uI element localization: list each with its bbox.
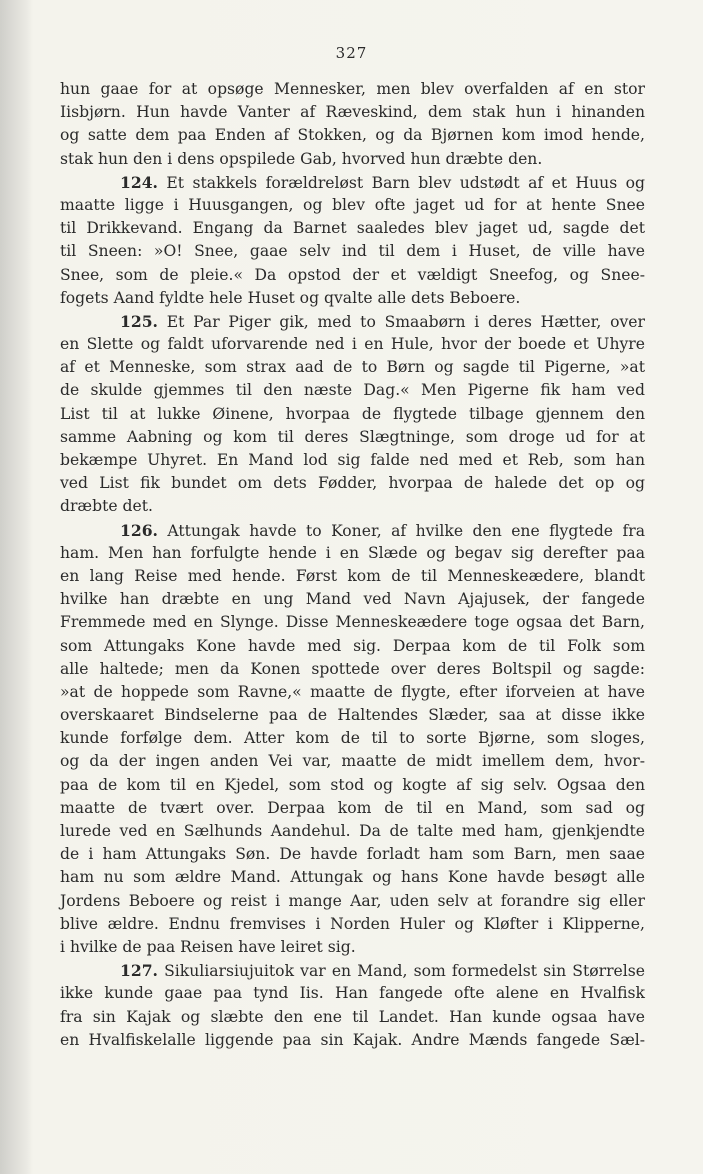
text-line xyxy=(60,658,645,681)
paragraph-number: 127. xyxy=(120,961,158,981)
paragraph-start-line xyxy=(60,310,645,333)
line-text: maatte ligge i Huusgangen, og blev ofte jaget ud for at hente Snee xyxy=(60,195,645,214)
text-line xyxy=(60,704,645,727)
text-line xyxy=(60,78,645,101)
paragraph-start-line xyxy=(60,171,645,194)
text-line xyxy=(60,194,645,217)
line-text: ham nu som ældre Mand. Attungak og hans Kone havde besøgt alle xyxy=(60,868,645,887)
line-text: som Attungaks Kone havde med sig. Derpaa kom de til Folk som xyxy=(60,636,645,655)
text-line xyxy=(60,727,645,750)
text-line xyxy=(60,635,645,658)
paragraph-number: 126. xyxy=(120,520,158,540)
text-line xyxy=(60,1029,645,1052)
text-line xyxy=(60,611,645,634)
text-line xyxy=(60,820,645,843)
line-text: hvilke han dræbte en ung Mand ved Navn Ajajusek, der fangede xyxy=(60,590,645,609)
line-text: af et Menneske, som strax aad de to Børn og sagde til Pigerne, »at xyxy=(60,358,645,377)
text-line xyxy=(60,681,645,704)
line-text: til Drikkevand. Engang da Barnet saaledes blev jaget ud, sagde det xyxy=(60,219,645,238)
line-text: samme Aabning og kom til deres Slægtninge, som droge ud for at xyxy=(60,427,645,446)
paragraph-number: 124. xyxy=(120,172,158,192)
text-line xyxy=(60,843,645,866)
text-line xyxy=(60,866,645,889)
page-binding-shadow xyxy=(0,0,32,1174)
line-text: »at de hoppede som Ravne,« maatte de flygte, efter iforveien at have xyxy=(60,682,645,701)
text-line xyxy=(60,890,645,913)
line-text: de skulde gjemmes til den næste Dag.« Men Pigerne fik ham ved xyxy=(60,381,645,400)
page-number: 327 xyxy=(335,44,368,62)
text-line xyxy=(60,426,645,449)
line-text: Jordens Beboere og reist i mange Aar, uden selv at forandre sig eller xyxy=(60,891,645,910)
line-text: kunde forfølge dem. Atter kom de til to sorte Bjørne, som sloges, xyxy=(60,729,645,748)
text-line xyxy=(60,264,645,287)
line-text: Et stakkels forældreløst Barn blev udstødt af et Huus og xyxy=(166,173,645,192)
line-text: de i ham Attungaks Søn. De havde forladt ham som Barn, men saae xyxy=(60,845,645,864)
text-line xyxy=(60,287,645,310)
line-text: hun gaae for at opsøge Mennesker, men blev overfalden af en stor xyxy=(60,80,645,98)
line-text: bekæmpe Uhyret. En Mand lod sig falde ned med et Reb, som han xyxy=(60,451,645,469)
line-text: Sikuliarsiujuitok var en Mand, som formedelst sin Størrelse xyxy=(164,962,645,981)
line-text: fogets Aand fyldte hele Huset og qvalte alle dets Beboere. xyxy=(60,288,521,307)
text-line xyxy=(60,379,645,402)
line-text: blive ældre. Endnu fremvises i Norden Huler og Kløfter i Klipperne, xyxy=(60,914,645,933)
line-text: og da der ingen anden Vei var, maatte de midt imellem dem, hvor- xyxy=(60,752,645,771)
text-line xyxy=(60,356,645,379)
paragraph-start-line xyxy=(60,519,645,542)
text-line xyxy=(60,774,645,797)
line-text: paa de kom til en Kjedel, som stod og kogte af sig selv. Ogsaa den xyxy=(60,775,645,794)
line-text: ikke kunde gaae paa tynd Iis. Han fangede ofte alene en Hvalfisk xyxy=(60,984,645,1003)
line-text: alle haltede; men da Konen spottede over deres Boltspil og sagde: xyxy=(60,659,645,678)
text-line xyxy=(60,982,645,1005)
line-text: stak hun den i dens opspilede Gab, hvorved hun dræbte den. xyxy=(60,149,543,168)
line-text: Snee, som de pleie.« Da opstod der et vældigt Sneefog, og Snee- xyxy=(60,265,645,284)
line-text: Iisbjørn. Hun havde Vanter af Ræveskind, dem stak hun i hinanden xyxy=(60,103,645,122)
line-text: til Sneen: »O! Snee, gaae selv ind til dem i Huset, de ville have xyxy=(60,242,645,261)
line-text: Et Par Piger gik, med to Smaabørn i deres Hætter, over xyxy=(166,312,645,331)
line-text: overskaaret Bindselerne paa de Haltendes Slæder, saa at disse ikke xyxy=(60,706,645,725)
line-text: dræbte det. xyxy=(60,497,153,516)
text-line xyxy=(60,565,645,588)
line-text: Attungak havde to Koner, af hvilke den ene flygtede fra xyxy=(167,521,645,540)
line-text: List til at lukke Øinene, hvorpaa de flygtede tilbage gjennem den xyxy=(60,404,645,423)
text-line xyxy=(60,240,645,263)
text-line xyxy=(60,403,645,426)
line-text: i hvilke de paa Reisen have leiret sig. xyxy=(60,937,356,956)
text-line xyxy=(60,124,645,147)
line-text: en lang Reise med hende. Først kom de til Menneskeædere, blandt xyxy=(60,566,645,585)
line-text: en Slette og faldt uforvarende ned i en Hule, hvor der boede et Uhyre xyxy=(60,335,645,354)
line-text: ham. Men han forfulgte hende i en Slæde og begav sig derefter paa xyxy=(60,543,645,562)
text-line xyxy=(60,588,645,611)
text-line xyxy=(60,449,645,472)
text-line xyxy=(60,750,645,773)
text-line xyxy=(60,936,645,959)
line-text: lurede ved en Sælhunds Aandehul. Da de talte med ham, gjenkjendte xyxy=(60,822,645,840)
paragraph-number: 125. xyxy=(120,311,158,331)
line-text: en Hvalfiskelalle liggende paa sin Kajak. Andre Mænds fangede Sæl- xyxy=(60,1030,645,1049)
line-text: ved List fik bundet om dets Fødder, hvorpaa de halede det op og xyxy=(60,474,645,493)
text-line xyxy=(60,542,645,565)
text-line xyxy=(60,472,645,495)
text-line xyxy=(60,101,645,124)
line-text: maatte de tvært over. Derpaa kom de til en Mand, som sad og xyxy=(60,798,645,817)
line-text: fra sin Kajak og slæbte den ene til Landet. Han kunde ogsaa have xyxy=(60,1007,645,1026)
text-line xyxy=(60,913,645,936)
paragraph-start-line xyxy=(60,959,645,982)
text-line xyxy=(60,1006,645,1029)
page-text xyxy=(60,78,645,1052)
line-text: Fremmede med en Slynge. Disse Menneskeædere toge ogsaa det Barn, xyxy=(60,613,645,632)
text-line xyxy=(60,148,645,171)
text-line xyxy=(60,333,645,356)
line-text: og satte dem paa Enden af Stokken, og da Bjørnen kom imod hende, xyxy=(60,126,645,145)
text-line xyxy=(60,217,645,240)
text-line xyxy=(60,797,645,820)
text-line xyxy=(60,495,645,518)
